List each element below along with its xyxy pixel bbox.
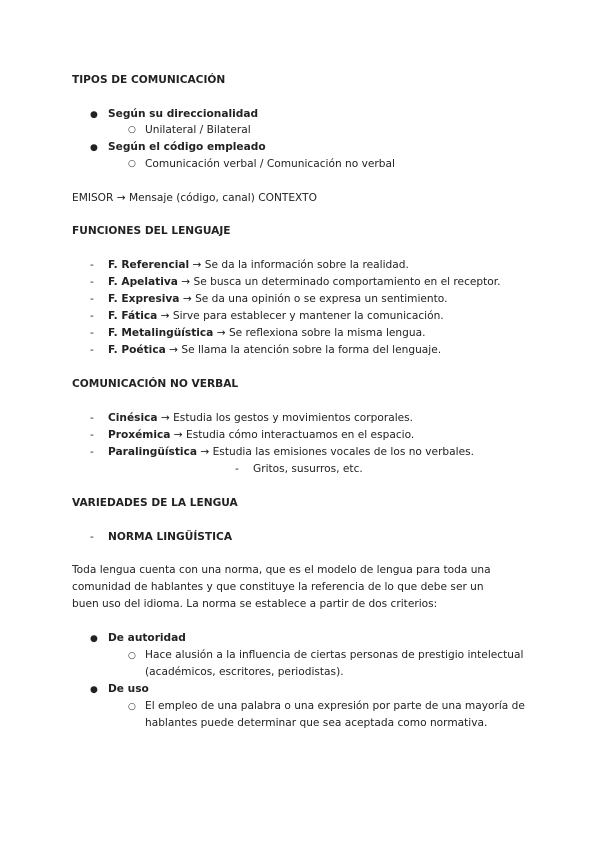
dash-icon: - [90, 310, 94, 322]
funcion-name: F. Fática [108, 310, 158, 322]
no-verbal-desc: → Estudia las emisiones vocales de los no verbales. [197, 446, 474, 458]
emisor-line: EMISOR → Mensaje (código, canal) CONTEXTO [72, 192, 317, 204]
no-verbal-item [108, 428, 414, 442]
no-verbal-item [108, 445, 474, 459]
circle-bullet-icon: ○ [128, 125, 136, 135]
heading-no-verbal: COMUNICACIÓN NO VERBAL [72, 378, 239, 390]
circle-bullet-icon: ○ [128, 702, 136, 712]
no-verbal-name: Paralingüística [108, 446, 197, 458]
tipo-1-sub: Unilateral / Bilateral [145, 124, 251, 136]
funcion-item [108, 292, 447, 306]
funcion-desc: → Se da una opinión o se expresa un sentimiento. [179, 293, 448, 305]
dash-icon: - [90, 446, 94, 458]
heading-funciones: FUNCIONES DEL LENGUAJE [72, 225, 231, 237]
tipo-2-sub: Comunicación verbal / Comunicación no verbal [145, 158, 395, 170]
criterio-uso-label: De uso [108, 683, 149, 695]
funcion-name: F. Expresiva [108, 293, 180, 305]
dash-icon: - [90, 344, 94, 356]
no-verbal-name: Proxémica [108, 429, 171, 441]
dash-icon: - [90, 412, 94, 424]
funcion-item [108, 309, 444, 323]
tipo-1-label: Según su direccionalidad [108, 108, 259, 120]
funcion-item [108, 343, 441, 357]
funcion-item [108, 258, 409, 272]
norma-para-line: buen uso del idioma. La norma se establece a partir de dos criterios: [72, 598, 438, 610]
dash-icon: - [235, 463, 239, 475]
funcion-name: F. Metalingüística [108, 327, 214, 339]
criterio-sub-line: El empleo de una palabra o una expresión por parte de una mayoría de [145, 700, 525, 712]
funcion-item [108, 275, 501, 289]
circle-bullet-icon: ○ [128, 159, 136, 169]
funcion-name: F. Poética [108, 344, 166, 356]
norma-para-line: Toda lengua cuenta con una norma, que es el modelo de lengua para toda una [72, 564, 491, 576]
heading-variedades: VARIEDADES DE LA LENGUA [72, 497, 238, 509]
dash-icon: - [90, 429, 94, 441]
criterio-sub-line: (académicos, escritores, periodistas). [145, 666, 344, 678]
dash-icon: - [90, 259, 94, 271]
funcion-desc: → Se busca un determinado comportamiento en el receptor. [177, 276, 501, 288]
funcion-name: F. Apelativa [108, 276, 178, 288]
no-verbal-desc: → Estudia los gestos y movimientos corporales. [157, 412, 414, 424]
bullet-icon: ● [90, 634, 98, 644]
funcion-desc: → Sirve para establecer y mantener la comunicación. [157, 310, 444, 322]
criterio-sub-line: hablantes puede determinar que sea aceptada como normativa. [145, 717, 488, 729]
dash-icon: - [90, 293, 94, 305]
funcion-desc: → Se llama la atención sobre la forma del lenguaje. [165, 344, 442, 356]
bullet-icon: ● [90, 143, 98, 153]
norma-heading: NORMA LINGÜÍSTICA [108, 531, 233, 543]
no-verbal-item [108, 411, 413, 425]
heading-tipos: TIPOS DE COMUNICACIÓN [72, 74, 226, 86]
bullet-icon: ● [90, 110, 98, 120]
criterio-autoridad-sub [145, 647, 523, 681]
dash-icon: - [90, 531, 94, 543]
criterio-uso-sub [145, 698, 525, 732]
funcion-name: F. Referencial [108, 259, 190, 271]
norma-paragraph [72, 562, 491, 613]
no-verbal-name: Cinésica [108, 412, 158, 424]
dash-icon: - [90, 276, 94, 288]
criterio-autoridad-label: De autoridad [108, 632, 186, 644]
bullet-icon: ● [90, 685, 98, 695]
funcion-desc: → Se da la información sobre la realidad. [189, 259, 409, 271]
funcion-item [108, 326, 425, 340]
circle-bullet-icon: ○ [128, 651, 136, 661]
criterio-sub-line: Hace alusión a la influencia de ciertas personas de prestigio intelectual [145, 649, 524, 661]
dash-icon: - [90, 327, 94, 339]
tipo-2-label: Según el código empleado [108, 141, 266, 153]
no-verbal-desc: → Estudia cómo interactuamos en el espacio. [170, 429, 415, 441]
funcion-desc: → Se reflexiona sobre la misma lengua. [213, 327, 426, 339]
no-verbal-sub: Gritos, susurros, etc. [253, 463, 363, 475]
norma-para-line: comunidad de hablantes y que constituye la referencia de lo que debe ser un [72, 581, 484, 593]
